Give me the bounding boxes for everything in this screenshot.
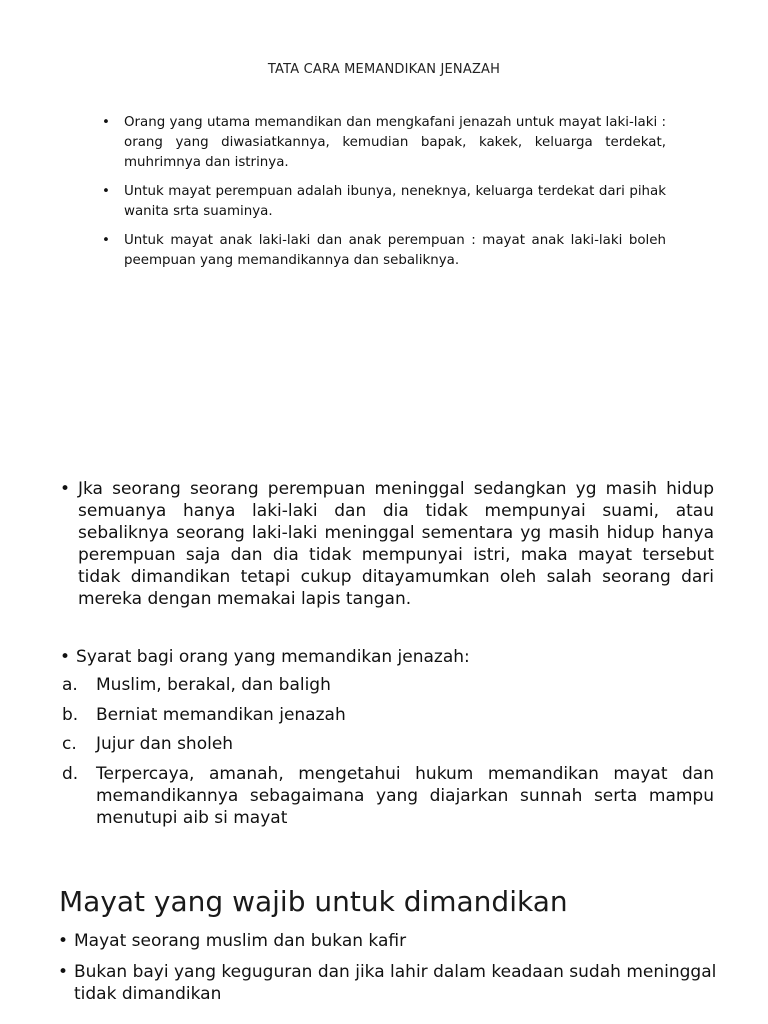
list-marker: c. — [62, 734, 77, 754]
bullet-icon: • — [60, 647, 71, 667]
bullet-icon: • — [102, 184, 110, 199]
bullet-icon: • — [58, 962, 69, 982]
list-item-text: Orang yang utama memandikan dan mengkafani jenazah untuk mayat laki-laki : orang yang diwasiatkannya, kemudian bapak, kakek, keluarga terdekat, muhrimnya dan istrinya. — [124, 115, 666, 170]
list-item-text: Untuk mayat perempuan adalah ibunya, neneknya, keluarga terdekat dari pihak wanita srta suaminya. — [124, 184, 666, 219]
slide-2 — [0, 470, 768, 850]
list-item — [60, 674, 714, 696]
slide-1 — [0, 0, 768, 440]
list-item — [100, 182, 666, 222]
requirements-heading — [60, 646, 714, 668]
slide-3 — [0, 880, 768, 1024]
slide-3-bullet-list — [58, 930, 718, 1014]
requirements-list — [60, 674, 714, 836]
bullet-icon: • — [102, 233, 110, 248]
list-item — [60, 733, 714, 755]
list-item-text: Terpercaya, amanah, mengetahui hukum memandikan mayat dan memandikannya sebagaimana yang diajarkan sunnah serta mampu menutupi aib si mayat — [96, 763, 714, 828]
bullet-icon: • — [58, 931, 69, 951]
list-item — [60, 704, 714, 726]
list-item — [58, 961, 718, 1005]
list-item — [100, 231, 666, 271]
slide-1-title: TATA CARA MEMANDIKAN JENAZAH — [267, 62, 501, 77]
list-marker: d. — [62, 763, 79, 784]
list-item — [58, 930, 718, 952]
list-item-text: Untuk mayat anak laki-laki dan anak perempuan : mayat anak laki-laki boleh peempuan yang memandikannya dan sebaliknya. — [124, 233, 666, 268]
list-marker: a. — [62, 675, 78, 695]
bullet-icon: • — [60, 479, 71, 499]
tayamum-paragraph — [60, 478, 714, 610]
list-item — [60, 763, 714, 829]
list-item-text: Muslim, berakal, dan baligh — [96, 675, 331, 695]
list-item-text: Jujur dan sholeh — [96, 734, 234, 754]
bullet-icon: • — [102, 115, 110, 130]
paragraph-text: Jka seorang seorang perempuan meninggal sedangkan yg masih hidup semuanya hanya laki-laki dan dia tidak mempunyai suami, atau sebaliknya seorang laki-laki meninggal sementara yg masih hidup hanya perempuan saja dan dia tidak mempunyai istri, maka mayat tersebut tidak dimandikan tetapi cukup ditayamumkan oleh salah seorang dari mereka dengan memakai lapis tangan. — [78, 479, 714, 609]
list-item — [100, 113, 666, 173]
slide-1-bullet-list — [100, 113, 666, 280]
list-item-text: Mayat seorang muslim dan bukan kafir — [74, 931, 407, 951]
requirements-heading-text: Syarat bagi orang yang memandikan jenazah: — [76, 647, 470, 667]
list-item-text: Berniat memandikan jenazah — [96, 704, 346, 725]
list-marker: b. — [62, 704, 79, 725]
slide-3-title: Mayat yang wajib untuk dimandikan — [59, 885, 568, 918]
list-item-text: Bukan bayi yang keguguran dan jika lahir dalam keadaan sudah meninggal tidak dimandikan — [74, 962, 717, 1004]
